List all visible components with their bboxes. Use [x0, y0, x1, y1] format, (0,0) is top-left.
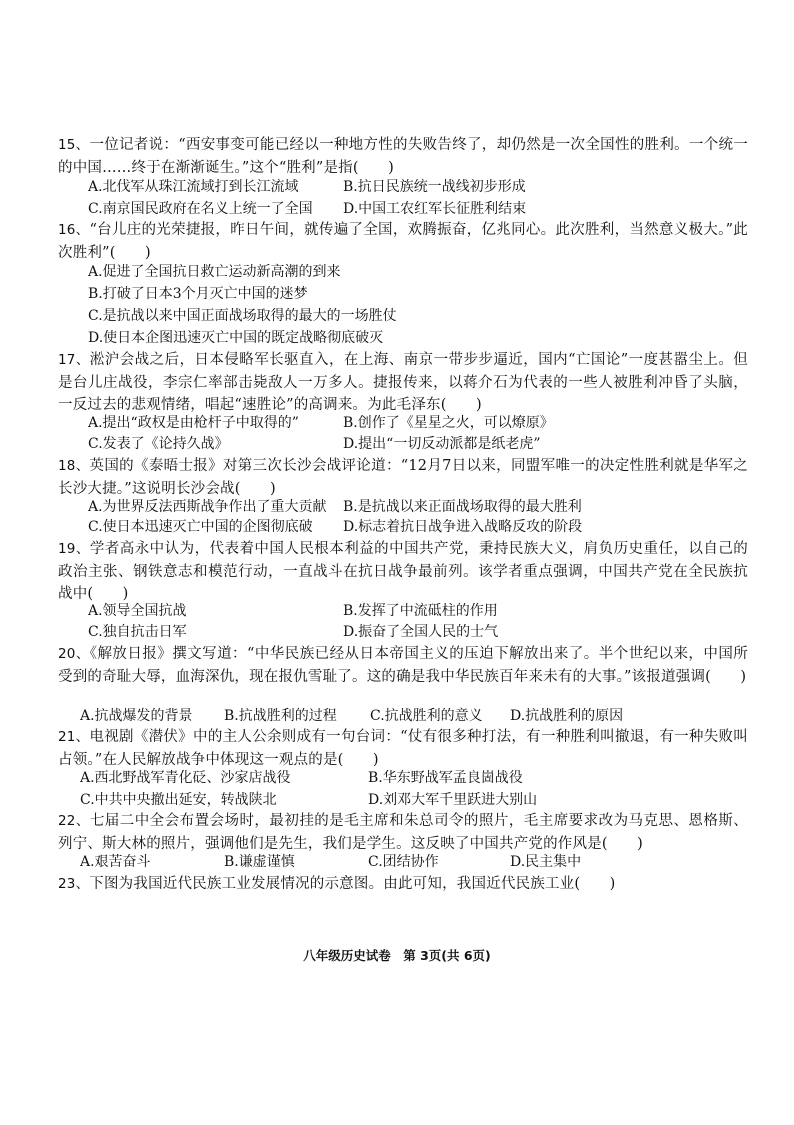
question-21-stem [58, 726, 748, 771]
question-number: 19、 [58, 541, 90, 557]
question-22-stem [58, 810, 748, 855]
question-text: “台儿庄的光荣捷报，昨日午间，就传遍了全国，欢腾振奋，亿兆同心。此次胜利，当然意义极大。”此次胜利”( ) [58, 222, 748, 261]
question-15-stem [58, 134, 748, 179]
question-text: 七届二中全会布置会场时，最初挂的是毛主席和朱总司令的照片，毛主席要求改为马克思、恩格斯、列宁、斯大林的照片，强调他们是先生，我们是学生。这反映了中国共产党的作风是( ) [58, 813, 749, 852]
option-b: B.创作了《星星之火，可以燎原》 [343, 415, 554, 431]
option-b: B.是抗战以来正面战场取得的最大胜利 [343, 499, 582, 515]
question-number: 17、 [58, 352, 90, 368]
option-c: C.南京国民政府在名义上统一了全国 [88, 201, 313, 217]
option-d: D.中国工农红军长征胜利结束 [343, 201, 527, 217]
question-number: 18、 [58, 458, 90, 474]
option-b: B.发挥了中流砥柱的作用 [343, 603, 498, 619]
option-c: C.中共中央撤出延安，转战陕北 [80, 792, 277, 808]
question-19-stem [58, 538, 748, 606]
option-a: A.艰苦奋斗 [80, 854, 151, 870]
question-number: 23、 [58, 876, 90, 892]
question-text: 电视剧《潜伏》中的主人公余则成有一句台词：“仗有很多种打法，有一种胜利叫撤退，有一种失败叫占领。”在人民解放战争中体现这一观点的是( ) [58, 729, 748, 768]
question-18-stem [58, 455, 748, 500]
option-c: C.独自抗击日军 [88, 624, 187, 640]
option-d: D.使日本企图迅速灭亡中国的既定战略彻底破灭 [88, 330, 384, 346]
question-number: 21、 [58, 729, 90, 745]
question-text: 一位记者说：“西安事变可能已经以一种地方性的失败告终了，却仍然是一次全国性的胜利。一个统一的中国……终于在渐渐诞生。”这个“胜利”是指( ) [58, 137, 748, 176]
option-a: A.领导全国抗战 [88, 603, 187, 619]
question-16-stem [58, 219, 748, 264]
option-b: B.谦虚谨慎 [224, 854, 295, 870]
question-23-stem [58, 873, 748, 896]
option-b: B.华东野战军孟良崮战役 [368, 770, 523, 786]
option-c: C.抗战胜利的意义 [370, 708, 483, 724]
option-a: A.北伐军从珠江流域打到长江流域 [88, 179, 299, 195]
option-d: D.民主集中 [510, 854, 582, 870]
question-text: 学者高永中认为，代表着中国人民根本利益的中国共产党，秉持民族大义，肩负历史重任，以自己的政治主张、钢铁意志和模范行动，一直战斗在抗日战争最前列。该学者重点强调，中国共产党在全民族抗战中( ) [58, 541, 749, 602]
option-a: A.促进了全国抗日救亡运动新高潮的到来 [88, 264, 341, 280]
option-a: A.西北野战军青化砭、沙家店战役 [80, 770, 291, 786]
option-b: B.抗日民族统一战线初步形成 [343, 179, 526, 195]
option-a: A.抗战爆发的背景 [80, 708, 193, 724]
option-c: C.发表了《论持久战》 [88, 436, 229, 452]
question-text: 《解放日报》撰文写道：“中华民族已经从日本帝国主义的压迫下解放出来了。半个世纪以来，中国所受到的奇耻大辱，血海深仇，现在报仇雪耻了。这的确是我中华民族百年来未有的大事。”该报道强调( ) [58, 646, 748, 685]
page-footer: 八年级历史试卷 第 3页(共 6页) [303, 948, 491, 963]
option-a: A.为世界反法西斯战争作出了重大贡献 [88, 499, 327, 515]
option-c: C.是抗战以来中国正面战场取得的最大的一场胜仗 [88, 308, 397, 324]
option-a: A.提出“政权是由枪杆子中取得的” [88, 415, 299, 431]
question-20-stem [58, 643, 748, 688]
option-d: D.标志着抗日战争进入战略反攻的阶段 [343, 519, 583, 535]
question-text: 淞沪会战之后，日本侵略军长驱直入，在上海、南京一带步步逼近，国内“亡国论”一度甚嚣尘上。但是台儿庄战役，李宗仁率部击毙敌人一万多人。捷报传来，以蒋介石为代表的一些人被胜利冲昏了头脑，一反过去的悲观情绪，唱起“速胜论”的高调来。为此毛泽东( ) [58, 352, 748, 413]
option-b: B.打破了日本3个月灭亡中国的迷梦 [88, 286, 308, 302]
question-number: 22、 [58, 813, 90, 829]
option-c: C.使日本迅速灭亡中国的企图彻底破 [88, 519, 313, 535]
option-d: D.振奋了全国人民的士气 [343, 624, 499, 640]
question-17-stem [58, 349, 748, 417]
question-number: 20、 [58, 646, 90, 662]
question-text: 英国的《泰晤士报》对第三次长沙会战评论道：“12月7日以来，同盟军唯一的决定性胜利就是华军之长沙大捷。”这说明长沙会战( ) [58, 458, 748, 497]
question-text: 下图为我国近代民族工业发展情况的示意图。由此可知，我国近代民族工业( ) [89, 876, 616, 892]
option-d: D.刘邓大军千里跃进大别山 [368, 792, 538, 808]
option-c: C.团结协作 [368, 854, 439, 870]
option-b: B.抗战胜利的过程 [224, 708, 337, 724]
question-number: 16、 [58, 222, 90, 238]
question-number: 15、 [58, 137, 90, 153]
option-d: D.提出“一切反动派都是纸老虎” [343, 436, 541, 452]
option-d: D.抗战胜利的原因 [510, 708, 624, 724]
